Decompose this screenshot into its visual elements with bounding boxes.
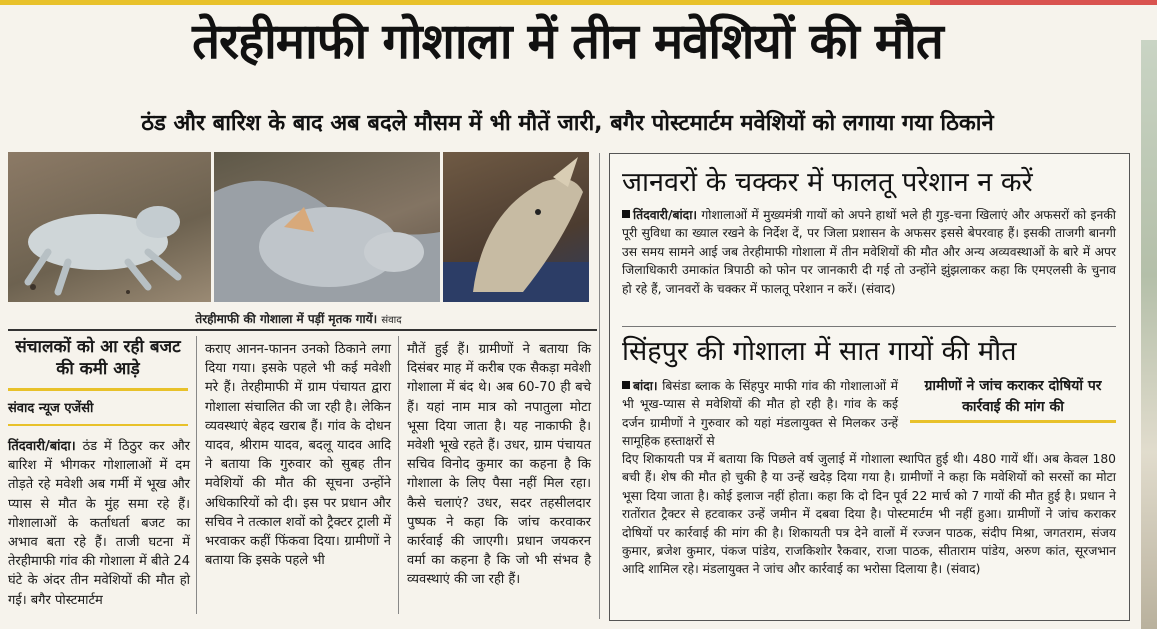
photo-dead-cow: [214, 152, 440, 302]
photo-caption: [8, 310, 589, 327]
column-divider: [398, 336, 399, 614]
main-story-text-1: ठंड में ठिठुर कर और बारिश में भीगकर गोशालाओं में दम तोड़ते रहे मवेशी अब गर्मी में भूख और प्यास से मौत के मुंह समा रहे हैं। गोशालाओं के कर्ताधर्ता बजट का अभाव बता रहे हैं। ताजी घटना में तेरहीमाफी गांव की गोशाला में बीते 24 घंटे के अंदर तीन मवेशियों की मौत हो गई। बगैर पोस्टमार्टम: [8, 439, 190, 608]
box-story2-body-bottom: दिए शिकायती पत्र में बताया कि पिछले वर्ष जुलाई में गोशाला स्थापित हुई थी। 480 गायें थीं। अब केवल 180 बची हैं। शेष की मौत हो चुकी है या उन्हें खदेड़ दिया गया है। ग्रामीणों ने कहा कि मवेशियों को सरसों का मोटा भूसा दिया जाता है। कोई इलाज नहीं होता। कहा कि दो दिन पूर्व 22 मार्च को 7 गायों की मौत हुई है। प्रधान ने रातोंरात ट्रैक्टर से हटवाकर उन्हें जमीन में दबवा दिया है। पोस्टमार्टम भी नहीं हुआ। ग्रामीणों ने जांच कराकर दोषियों पर कार्रवाई की मांग की है। शिकायती पत्र देने वालों में रज्जन पाठक, संदीप मिश्रा, जगतराम, संजय कुमार, ब्रजेश कुमार, पंकज पांडेय, राजकिशोर रैकवार, राजा पाठक, सीताराम पांडेय, अरुण कांत, सूरजभान आदि शामिल रहे। मंडलायुक्त ने जांच और कार्रवाई का भरोसा दिलाया है। (संवाद): [622, 452, 1116, 577]
caption-credit: संवाद: [381, 315, 402, 326]
box-story2-heading: सिंहपुर की गोशाला में सात गायों की मौत: [622, 336, 1017, 367]
adjacent-page-strip: [1141, 40, 1157, 629]
dead-calf-illustration: [8, 152, 211, 302]
headline: तेरहीमाफी गोशाला में तीन मवेशियों की मौत: [192, 13, 943, 70]
byline-accent-bar: [8, 424, 188, 426]
caption-text: तेरहीमाफी की गोशाला में पड़ीं मृतक गायें।: [195, 312, 378, 326]
inset-accent-bar: [910, 420, 1116, 423]
box-story1-body: [622, 206, 1116, 298]
column-divider: [599, 153, 600, 619]
sidebar-accent-bar: [8, 388, 188, 391]
box-story1-heading: जानवरों के चक्कर में फालतू परेशान न करें: [622, 167, 1033, 198]
sidebar-heading: संचालकों को आ रही बजट की कमी आड़े: [15, 337, 181, 379]
box-story2-dateline: बांदा।: [633, 379, 658, 393]
column-divider: [196, 336, 197, 614]
top-color-bar-red: [930, 0, 1157, 5]
main-dateline: तिंदवारी/बांदा।: [8, 439, 76, 454]
main-story-col2: कराए आनन-फानन उनको ठिकाने लगा दिया गया। इसके पहले भी कई मवेशी मरे हैं। तेरहीमाफी में ग्राम पंचायत द्वारा गोशाला संचालित की जा रही है। लेकिन व्यवस्थाएं बेहद खराब हैं। गांव के दोधन यादव, श्रीराम यादव, बदलू यादव आदि ने बताया कि गुरुवार को सुबह तीन मवेशियों की मौत की सूचना उन्होंने अधिकारियों को दी। इस पर प्रधान और सचिव ने तत्काल शवों को ट्रैक्टर ट्राली में भरवाकर कहीं फिंकवा दिया। ग्रामीणों ने बताया कि इसके पहले भी: [205, 342, 391, 569]
photo-dead-cattle-head: [443, 152, 589, 302]
photo-dead-calf: [8, 152, 211, 302]
box-story2-text-top: बिसंडा ब्लाक के सिंहपुर माफी गांव की गोशालाओं में भी भूख-प्यास से मवेशियों की मौत हो रही है। गांव के कई दर्जन ग्रामीणों ने गुरुवार को यहां मंडलायुक्त से मिलकर उन्हें सामूहिक हस्ताक्षरों से: [622, 379, 898, 449]
inset-quote: ग्रामीणों ने जांच कराकर दोषियों पर कार्रवाई की मांग की: [924, 378, 1102, 415]
main-story-col1: [8, 437, 190, 610]
section-divider: [8, 329, 597, 331]
box-story1-text: गोशालाओं में मुख्यमंत्री गायों को अपने हाथों भले ही गुड़-चना खिलाएं और अफसरों को इनकी पूरी सुविधा का ख्याल रखने के निर्देश दें, पर जिला प्रशासन के अफसर इससे बेपरवाह हैं। इसकी ताजगी बानगी उस समय सामने आई जब तेरहीमाफी गोशाला में तीन मवेशियों की मौत और अन्य अव्यवस्थाओं के बारे में अपर जिलाधिकारी उमाकांत त्रिपाठी को फोन पर जानकारी दी गई तो उन्होंने झुंझलाकर कहा कि एमएलसी के चुनाव हो रहे हैं, जानवरों के चक्कर में फालतू परेशान न करें। (संवाद): [622, 208, 1116, 296]
bullet-square-icon: [622, 210, 630, 218]
box-story1-dateline: तिंदवारी/बांदा।: [633, 208, 698, 222]
cattle-head-illustration: [443, 152, 589, 302]
bullet-square-icon: [622, 381, 630, 389]
dead-cow-illustration: [214, 152, 440, 302]
agency-byline: संवाद न्यूज एजेंसी: [8, 401, 94, 416]
main-story-col3: मौतें हुई हैं। ग्रामीणों ने बताया कि दिसंबर माह में करीब एक सैकड़ा मवेशी गोशाला में बंद थे। अब 60-70 ही बचे हैं। यहां नाम मात्र को नपातुला मोटा भूसा दिया जाता है। यह नाकाफी है। मवेशी भूखे रहते हैं। उधर, ग्राम पंचायत सचिव विनोद कुमार का कहना है कि गोशाला के लिए पैसा नहीं मिल रहा। कैसे चलाएं? उधर, सदर तहसीलदार पुष्पक ने कहा कि जांच करवाकर कार्रवाई की जाएगी। प्रधान जयकरन वर्मा का कहना है कि जो भी संभव है व्यवस्थाएं की जा रही हैं।: [407, 342, 591, 588]
box-story2-body-top: [622, 377, 898, 451]
box-divider: [622, 326, 1116, 327]
subheadline: ठंड और बारिश के बाद अब बदले मौसम में भी मौतें जारी, बगैर पोस्टमार्टम मवेशियों को लगाया गया ठिकाने: [141, 111, 994, 136]
